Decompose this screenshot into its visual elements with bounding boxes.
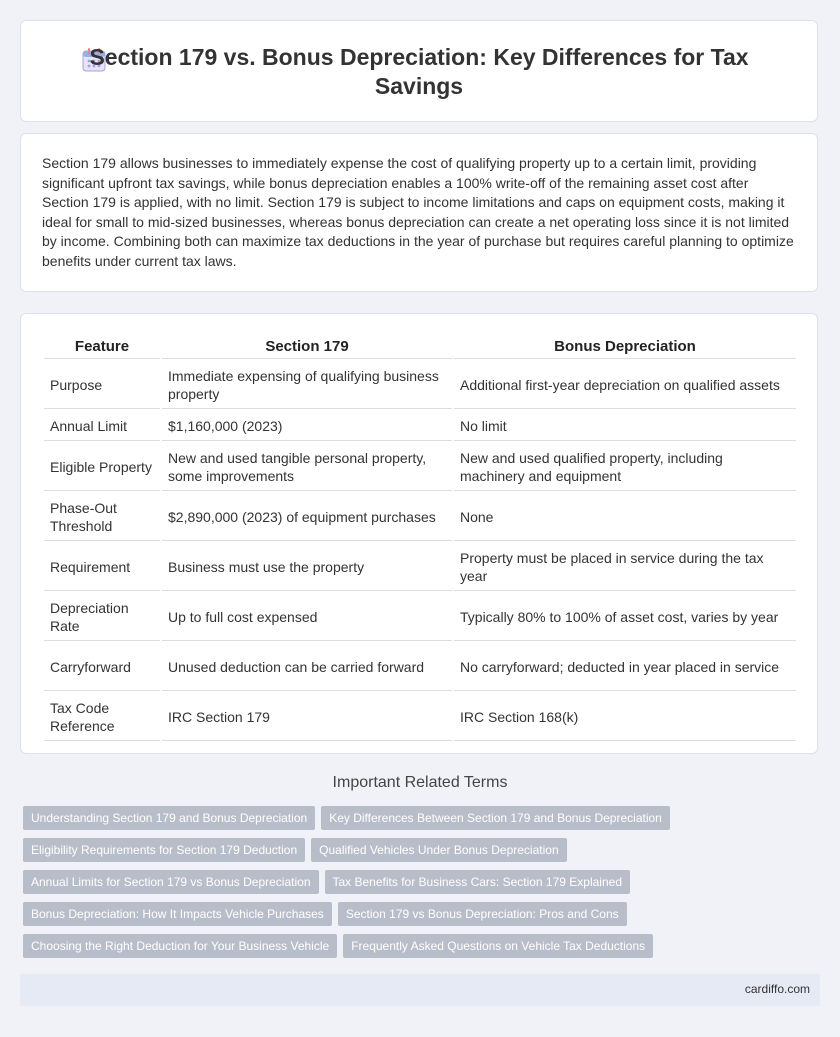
comparison-table — [42, 332, 798, 743]
intro-paragraph: Section 179 allows businesses to immediately expense the cost of qualifying property up to a certain limit, providing significant upfront tax savings, while bonus depreciation enables a 100% write-off of the remaining asset cost after Section 179 is applied, with no limit. Section 179 is subject to income limitations and caps on equipment costs, making it ideal for small to mid-sized businesses, whereas bonus depreciation can create a net operating loss since it is not limited by income. Combining both can maximize tax deductions in the year of purchase but requires careful planning to optimize benefits under current tax laws. — [42, 155, 794, 269]
footer-site-link[interactable]: cardiffo.com — [744, 982, 810, 996]
header-feature: Feature — [44, 334, 160, 359]
table-cell: Phase-Out Threshold — [44, 493, 160, 541]
table-cell: Eligible Property — [44, 443, 160, 491]
table-cell: Immediate expensing of qualifying business property — [162, 361, 452, 409]
related-term-link[interactable]: Key Differences Between Section 179 and Bonus Depreciation — [321, 806, 670, 830]
table-cell: Depreciation Rate — [44, 593, 160, 641]
page-title: Section 179 vs. Bonus Depreciation: Key Differences for Tax Savings — [89, 44, 749, 99]
table-row — [44, 543, 796, 591]
table-cell: Annual Limit — [44, 411, 160, 441]
table-cell: IRC Section 168(k) — [454, 693, 796, 741]
table-cell: Purpose — [44, 361, 160, 409]
table-cell: Property must be placed in service during the tax year — [454, 543, 796, 591]
table-cell: Business must use the property — [162, 543, 452, 591]
header-card — [20, 20, 818, 122]
footer — [20, 974, 820, 1006]
related-term-link[interactable]: Annual Limits for Section 179 vs Bonus Depreciation — [23, 870, 319, 894]
intro-card — [20, 133, 818, 292]
table-cell: Carryforward — [44, 643, 160, 691]
table-cell: IRC Section 179 — [162, 693, 452, 741]
table-row — [44, 693, 796, 741]
header-section-179: Section 179 — [162, 334, 452, 359]
table-cell: New and used qualified property, including machinery and equipment — [454, 443, 796, 491]
related-term-link[interactable]: Bonus Depreciation: How It Impacts Vehicle Purchases — [23, 902, 332, 926]
related-term-link[interactable]: Choosing the Right Deduction for Your Business Vehicle — [23, 934, 337, 958]
table-cell: No carryforward; deducted in year placed in service — [454, 643, 796, 691]
related-term-link[interactable]: Section 179 vs Bonus Depreciation: Pros and Cons — [338, 902, 627, 926]
comparison-table-card — [20, 313, 818, 754]
table-cell: Tax Code Reference — [44, 693, 160, 741]
table-cell: $2,890,000 (2023) of equipment purchases — [162, 493, 452, 541]
table-cell: New and used tangible personal property, some improvements — [162, 443, 452, 491]
table-row — [44, 443, 796, 491]
table-row — [44, 593, 796, 641]
table-cell: Additional first-year depreciation on qualified assets — [454, 361, 796, 409]
table-cell: No limit — [454, 411, 796, 441]
related-term-link[interactable]: Tax Benefits for Business Cars: Section 179 Explained — [325, 870, 631, 894]
table-cell: Typically 80% to 100% of asset cost, varies by year — [454, 593, 796, 641]
table-row — [44, 493, 796, 541]
table-header-row — [44, 334, 796, 359]
table-cell: Unused deduction can be carried forward — [162, 643, 452, 691]
related-term-link[interactable]: Eligibility Requirements for Section 179 Deduction — [23, 838, 305, 862]
table-cell: Requirement — [44, 543, 160, 591]
table-row — [44, 643, 796, 691]
related-terms-title: Important Related Terms — [332, 774, 508, 791]
table-row — [44, 411, 796, 441]
related-term-link[interactable]: Frequently Asked Questions on Vehicle Tax Deductions — [343, 934, 653, 958]
related-term-link[interactable]: Understanding Section 179 and Bonus Depreciation — [23, 806, 315, 830]
header-bonus-depreciation: Bonus Depreciation — [454, 334, 796, 359]
table-row — [44, 361, 796, 409]
table-cell: None — [454, 493, 796, 541]
table-cell: Up to full cost expensed — [162, 593, 452, 641]
table-cell: $1,160,000 (2023) — [162, 411, 452, 441]
related-term-link[interactable]: Qualified Vehicles Under Bonus Depreciation — [311, 838, 566, 862]
related-terms-list — [23, 806, 823, 966]
